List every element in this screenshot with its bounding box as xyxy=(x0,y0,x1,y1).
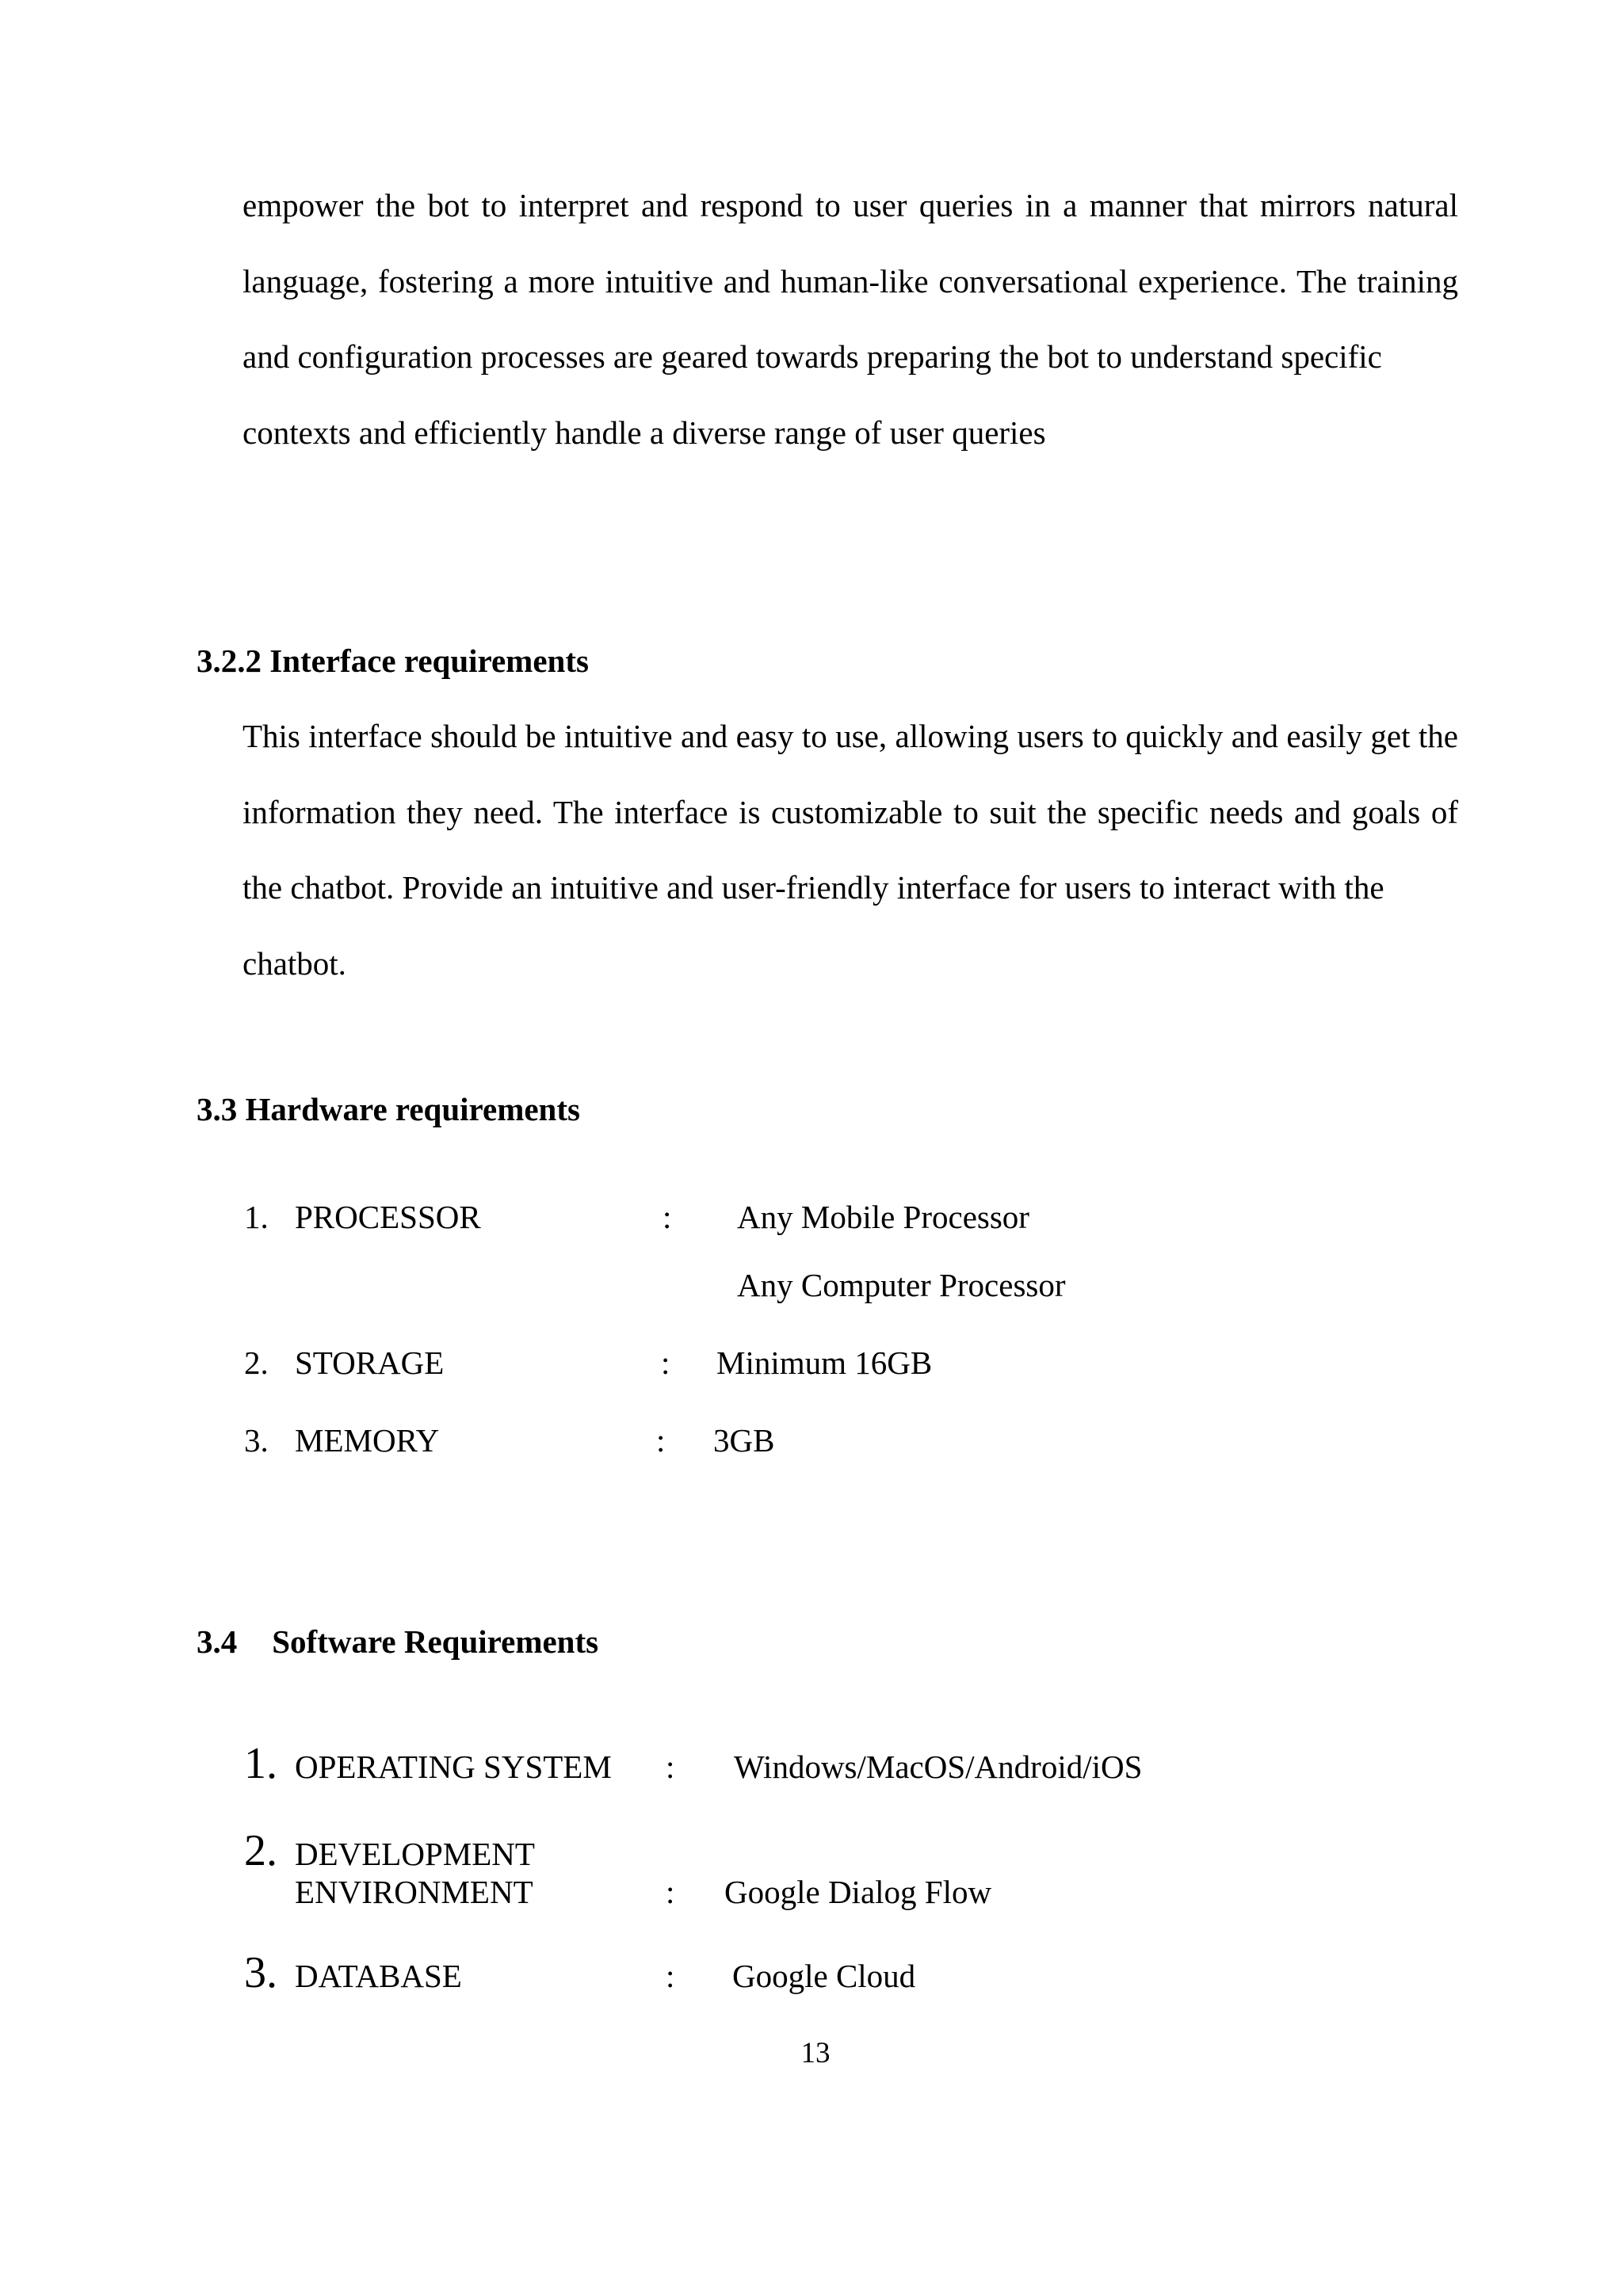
list-number: 3. xyxy=(244,1422,269,1459)
item-label: DATABASE xyxy=(295,1958,462,1994)
item-colon: : xyxy=(666,1874,675,1910)
interface-paragraph xyxy=(242,699,1458,1001)
item-value: Google Dialog Flow xyxy=(724,1874,992,1910)
item-colon: : xyxy=(656,1422,666,1459)
section-heading-interface: 3.2.2 Interface requirements xyxy=(197,643,589,679)
section-heading-hardware xyxy=(197,1090,580,1128)
item-value: Minimum 16GB xyxy=(716,1344,933,1381)
list-number: 1. xyxy=(244,1199,269,1235)
item-label: DEVELOPMENT xyxy=(295,1836,535,1872)
item-label: STORAGE xyxy=(295,1344,445,1381)
item-value: Google Cloud xyxy=(732,1958,916,1994)
list-number: 2. xyxy=(244,1826,277,1875)
hardware-heading-text: Hardware requirements xyxy=(245,1091,580,1127)
software-heading-number: 3.4 xyxy=(197,1623,238,1660)
section-heading-software xyxy=(197,1623,598,1661)
item-label-continued: ENVIRONMENT xyxy=(295,1874,533,1910)
item-colon: : xyxy=(661,1344,670,1381)
intro-paragraph xyxy=(242,168,1458,471)
intro-paragraph-last-line: contexts and efficiently handle a diverse range of user queries xyxy=(242,414,1046,451)
item-colon: : xyxy=(666,1958,675,1994)
item-colon: : xyxy=(666,1749,675,1785)
list-number: 2. xyxy=(244,1344,269,1381)
item-label: MEMORY xyxy=(295,1422,440,1459)
item-value: 3GB xyxy=(713,1422,775,1459)
interface-paragraph-text: This interface should be intuitive and easy to use, allowing users to quickly and easily get the information they need. The interface is customizable to suit the specific needs and goals of the chatbot. Provide an intuitive and user-friendly interface for users to interact with the xyxy=(242,718,1458,906)
item-value: Windows/MacOS/Android/iOS xyxy=(734,1749,1143,1785)
page-number: 13 xyxy=(800,2037,831,2069)
list-number: 1. xyxy=(244,1739,277,1788)
item-colon: : xyxy=(663,1199,672,1235)
item-value: Any Mobile Processor xyxy=(737,1199,1029,1235)
intro-paragraph-text: empower the bot to interpret and respond to user queries in a manner that mirrors natural language, fostering a more intuitive and human-like conversational experience. The training and configuration processes are geared towards preparing the bot to understand specific xyxy=(242,187,1458,375)
list-number: 3. xyxy=(244,1948,277,1997)
item-label: OPERATING SYSTEM xyxy=(295,1749,612,1785)
item-value-secondary: Any Computer Processor xyxy=(737,1267,1066,1303)
interface-paragraph-last-line: chatbot. xyxy=(242,944,346,982)
item-label: PROCESSOR xyxy=(295,1199,481,1235)
software-heading-text: Software Requirements xyxy=(272,1623,599,1660)
hardware-heading-number: 3.3 xyxy=(197,1091,238,1127)
